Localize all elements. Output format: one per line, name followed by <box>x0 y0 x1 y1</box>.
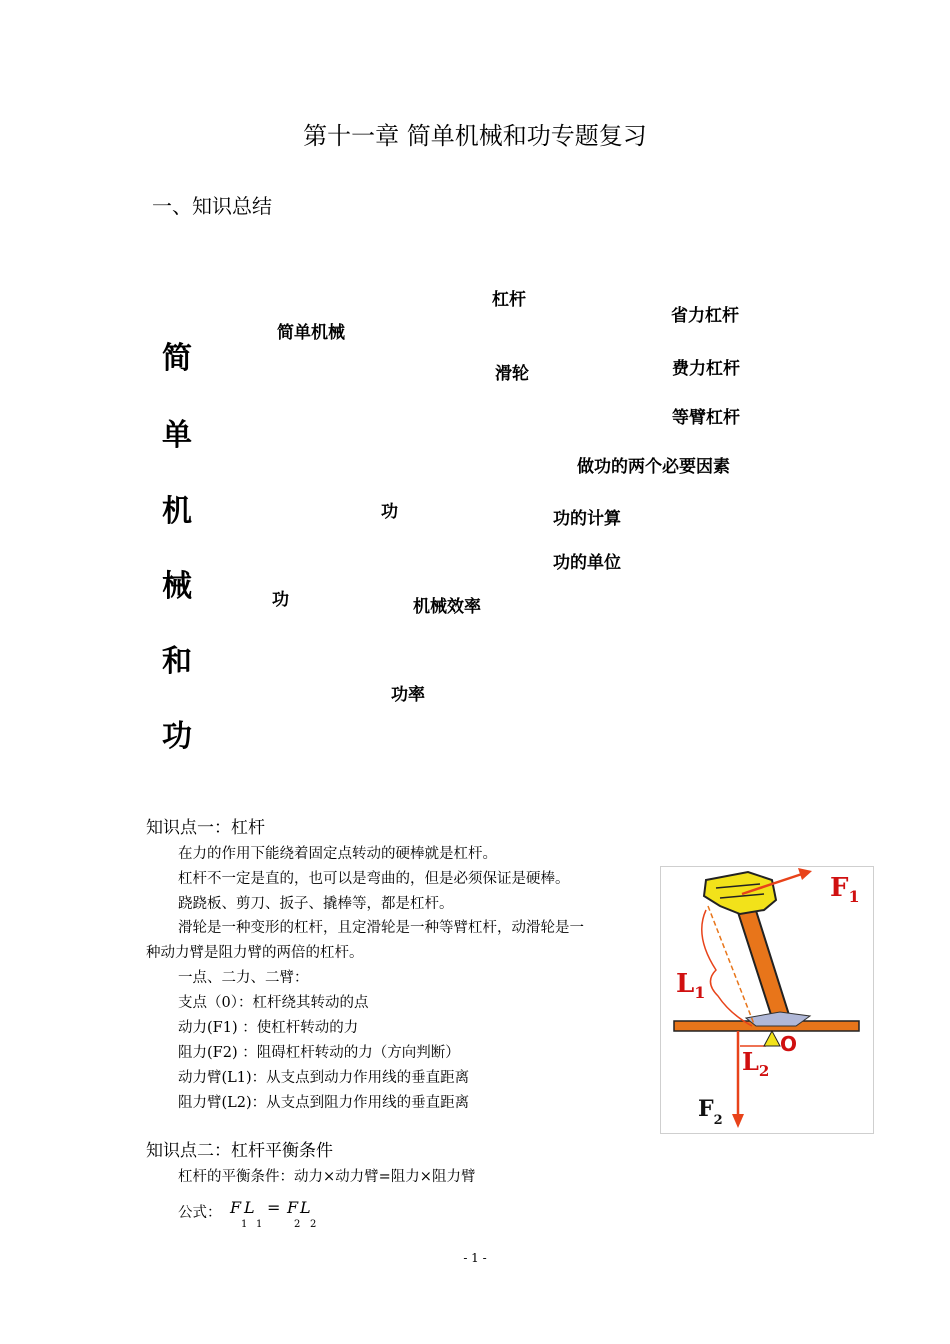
label-f1: $F_1$ <box>830 873 860 906</box>
kp1-line: 阻力(F2) ：阻碍杠杆转动的力（方向判断） <box>178 1045 460 1061</box>
kp1-line: 动力(F1) ：使杠杆转动的力 <box>178 1020 359 1036</box>
map-simple-machine: 简单机械 <box>277 323 345 343</box>
formula-sub: 1 <box>241 1219 248 1230</box>
map-force-saving-lever: 省力杠杆 <box>671 306 739 326</box>
page-number: - 1 - <box>463 1251 487 1265</box>
formula-sub: 2 <box>310 1219 317 1230</box>
kp1-line: 支点（0）：杠杆绕其转动的点 <box>178 995 369 1011</box>
formula-sub: 1 <box>256 1219 263 1230</box>
kp1-line: 种动力臂是阻力臂的两倍的杠杆。 <box>146 945 364 961</box>
kp1-heading: 知识点一：杠杆 <box>146 818 265 838</box>
page-title: 第十一章 简单机械和功专题复习 <box>303 122 647 150</box>
lever-diagram <box>660 866 874 1134</box>
map-efficiency: 机械效率 <box>413 597 481 617</box>
formula-l1: L <box>244 1198 255 1217</box>
label-o: O <box>780 1032 798 1056</box>
map-pulley: 滑轮 <box>495 364 529 384</box>
map-work-inner: 功 <box>381 502 398 522</box>
map-work-calc: 功的计算 <box>553 509 621 529</box>
map-force-costing-lever: 费力杠杆 <box>672 359 740 379</box>
label-f2: $F_2$ <box>698 1096 723 1128</box>
map-work-unit: 功的单位 <box>553 553 621 573</box>
map-power: 功率 <box>391 685 425 705</box>
kp1-line: 一点、二力、二臂： <box>178 970 309 986</box>
vertical-char: 和 <box>162 644 192 679</box>
kp1-line: 杠杆不一定是直的，也可以是弯曲的，但是必须保证是硬棒。 <box>178 871 570 887</box>
kp1-line: 动力臂(L1)：从支点到动力作用线的垂直距离 <box>178 1070 470 1086</box>
map-work-outer: 功 <box>272 590 289 610</box>
map-work-factors: 做功的两个必要因素 <box>577 457 730 477</box>
kp1-line: 在力的作用下能绕着固定点转动的硬棒就是杠杆。 <box>178 846 497 862</box>
label-l2: $L_2$ <box>742 1047 770 1080</box>
vertical-char: 简 <box>162 341 192 376</box>
map-lever: 杠杆 <box>492 290 526 310</box>
kp1-line: 滑轮是一种变形的杠杆，且定滑轮是一种等臂杠杆，动滑轮是一 <box>178 920 584 936</box>
vertical-char: 功 <box>162 719 192 754</box>
map-equal-arm-lever: 等臂杠杆 <box>672 408 740 428</box>
formula-f2: F <box>287 1198 299 1217</box>
kp2-heading: 知识点二：杠杆平衡条件 <box>146 1141 333 1161</box>
formula-label: 公式： <box>178 1205 222 1221</box>
label-l1: $L_1$ <box>676 969 706 1002</box>
kp1-line: 阻力臂(L2)：从支点到阻力作用线的垂直距离 <box>178 1095 470 1111</box>
kp1-line: 跷跷板、剪刀、扳子、撬棒等，都是杠杆。 <box>178 896 454 912</box>
formula-sub: 2 <box>294 1219 301 1230</box>
vertical-char: 单 <box>162 418 192 453</box>
formula-equals: = <box>267 1198 281 1217</box>
formula-l2: L <box>300 1198 311 1217</box>
vertical-char: 械 <box>162 569 192 604</box>
kp2-condition: 杠杆的平衡条件：动力×动力臂=阻力×阻力臂 <box>178 1169 476 1185</box>
section-heading: 一、知识总结 <box>152 194 272 218</box>
vertical-char: 机 <box>162 494 192 529</box>
formula-f1: F <box>230 1198 242 1217</box>
